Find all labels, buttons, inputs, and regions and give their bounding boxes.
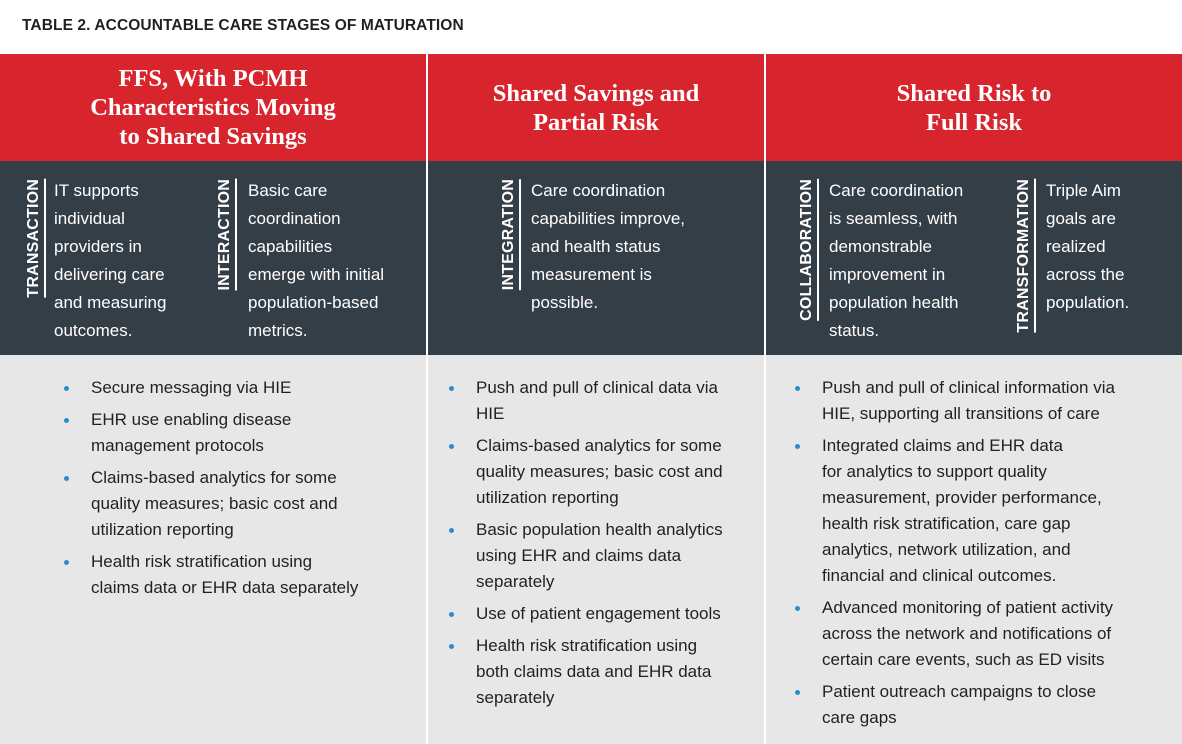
bullet-line: Claims-based analytics for some — [91, 468, 337, 487]
stage-line: improvement in — [829, 265, 946, 284]
bullets-cell-col2 — [426, 355, 764, 744]
bullet-line: certain care events, such as ED visits — [822, 650, 1105, 669]
stage-line: capabilities improve, — [531, 209, 686, 228]
bullet-line: HIE, supporting all transitions of care — [822, 404, 1100, 423]
stage-line: population-based — [248, 293, 379, 312]
bullet-line: Patient outreach campaigns to close — [822, 682, 1097, 701]
bullet-line: using EHR and claims data — [476, 546, 682, 565]
bullet-line: Health risk stratification using — [91, 552, 313, 571]
stage-line: Triple Aim — [1046, 181, 1121, 200]
header-line: Characteristics Moving — [90, 94, 336, 121]
header-shared-risk — [764, 54, 1182, 161]
stage-line: outcomes. — [54, 321, 133, 340]
bullet-line: utilization reporting — [91, 520, 234, 539]
list-item — [476, 633, 764, 711]
stage-line: and health status — [531, 237, 661, 256]
bullet-list — [91, 375, 426, 601]
list-item — [822, 679, 1182, 731]
list-item — [91, 407, 426, 459]
header-line: Shared Savings and — [492, 79, 700, 107]
stage-line: coordination — [248, 209, 341, 228]
bullet-list — [476, 375, 764, 711]
bullet-line: claims data or EHR data separately — [91, 578, 359, 597]
bullet-line: Push and pull of clinical information via — [822, 378, 1115, 397]
stage-line: across the — [1046, 265, 1125, 284]
list-item — [91, 465, 426, 543]
stage-text-integration — [531, 177, 685, 317]
list-item — [476, 517, 764, 595]
stage-line: population. — [1046, 293, 1130, 312]
bullet-line: HIE — [476, 404, 505, 423]
bullets-cell-col1 — [0, 355, 426, 744]
stage-text-transformation — [1046, 177, 1129, 317]
list-item — [822, 375, 1182, 427]
bullet-line: utilization reporting — [476, 488, 619, 507]
list-item — [476, 601, 764, 627]
stage-label-integration: INTEGRATION — [500, 179, 521, 290]
stage-line: demonstrable — [829, 237, 933, 256]
stage-line: and measuring — [54, 293, 167, 312]
list-item — [476, 433, 764, 511]
stage-text-transaction — [54, 177, 166, 345]
stage-text-interaction — [248, 177, 384, 345]
stage-line: IT supports — [54, 181, 139, 200]
header-shared-savings — [426, 54, 764, 161]
stage-label-collaboration: COLLABORATION — [798, 179, 819, 321]
bullet-line: analytics, network utilization, and — [822, 540, 1071, 559]
list-item — [476, 375, 764, 427]
bullet-line: Secure messaging via HIE — [91, 378, 292, 397]
header-line: Partial Risk — [533, 108, 659, 136]
bullet-line: quality measures; basic cost and — [91, 494, 338, 513]
header-ffs-pcmh — [0, 54, 426, 161]
stage-line: Care coordination — [829, 181, 964, 200]
bullet-line: health risk stratification, care gap — [822, 514, 1071, 533]
stage-line: possible. — [531, 293, 599, 312]
stage-cell-col3 — [764, 161, 1182, 355]
bullet-line: both claims data and EHR data — [476, 662, 712, 681]
maturation-table — [0, 54, 1182, 744]
bullet-line: measurement, provider performance, — [822, 488, 1102, 507]
stage-cell-col1 — [0, 161, 426, 355]
bullet-line: EHR use enabling disease — [91, 410, 292, 429]
bullet-line: for analytics to support quality — [822, 462, 1047, 481]
stage-line: emerge with initial — [248, 265, 385, 284]
bullet-line: separately — [476, 572, 555, 591]
bullet-line: Advanced monitoring of patient activity — [822, 598, 1114, 617]
stage-cell-col2 — [426, 161, 764, 355]
stage-label-interaction: INTERACTION — [216, 179, 237, 291]
header-line: FFS, With PCMH — [118, 65, 308, 92]
bullet-line: Integrated claims and EHR data — [822, 436, 1063, 455]
list-item — [822, 595, 1182, 673]
header-line: to Shared Savings — [119, 123, 307, 150]
bullet-line: Basic population health analytics — [476, 520, 723, 539]
stage-line: population health — [829, 293, 959, 312]
stage-line: goals are — [1046, 209, 1116, 228]
stage-line: Basic care — [248, 181, 328, 200]
stage-line: is seamless, with — [829, 209, 958, 228]
stage-line: realized — [1046, 237, 1106, 256]
bullet-line: Use of patient engagement tools — [476, 604, 721, 623]
stage-line: delivering care — [54, 265, 165, 284]
stage-label-transaction: TRANSACTION — [25, 179, 46, 298]
bullet-list — [822, 375, 1182, 731]
bullet-line: Claims-based analytics for some — [476, 436, 722, 455]
bullet-line: quality measures; basic cost and — [476, 462, 723, 481]
stage-text-collaboration — [829, 177, 963, 345]
bullet-line: Push and pull of clinical data via — [476, 378, 718, 397]
bullet-line: care gaps — [822, 708, 897, 727]
bullets-cell-col3 — [764, 355, 1182, 744]
stage-line: metrics. — [248, 321, 308, 340]
list-item — [91, 375, 426, 401]
stage-line: status. — [829, 321, 880, 340]
bullet-line: financial and clinical outcomes. — [822, 566, 1057, 585]
bullet-line: across the network and notifications of — [822, 624, 1112, 643]
stage-line: capabilities — [248, 237, 333, 256]
stage-line: individual — [54, 209, 125, 228]
bullet-line: Health risk stratification using — [476, 636, 698, 655]
table-title: TABLE 2. ACCOUNTABLE CARE STAGES OF MATURATION — [22, 17, 464, 34]
list-item — [91, 549, 426, 601]
stage-line: measurement is — [531, 265, 652, 284]
list-item — [822, 433, 1182, 589]
header-line: Shared Risk to — [896, 79, 1052, 107]
stage-line: Care coordination — [531, 181, 666, 200]
bullet-line: management protocols — [91, 436, 264, 455]
bullet-line: separately — [476, 688, 555, 707]
stage-line: providers in — [54, 237, 142, 256]
stage-label-transformation: TRANSFORMATION — [1015, 179, 1036, 333]
header-line: Full Risk — [925, 108, 1022, 136]
